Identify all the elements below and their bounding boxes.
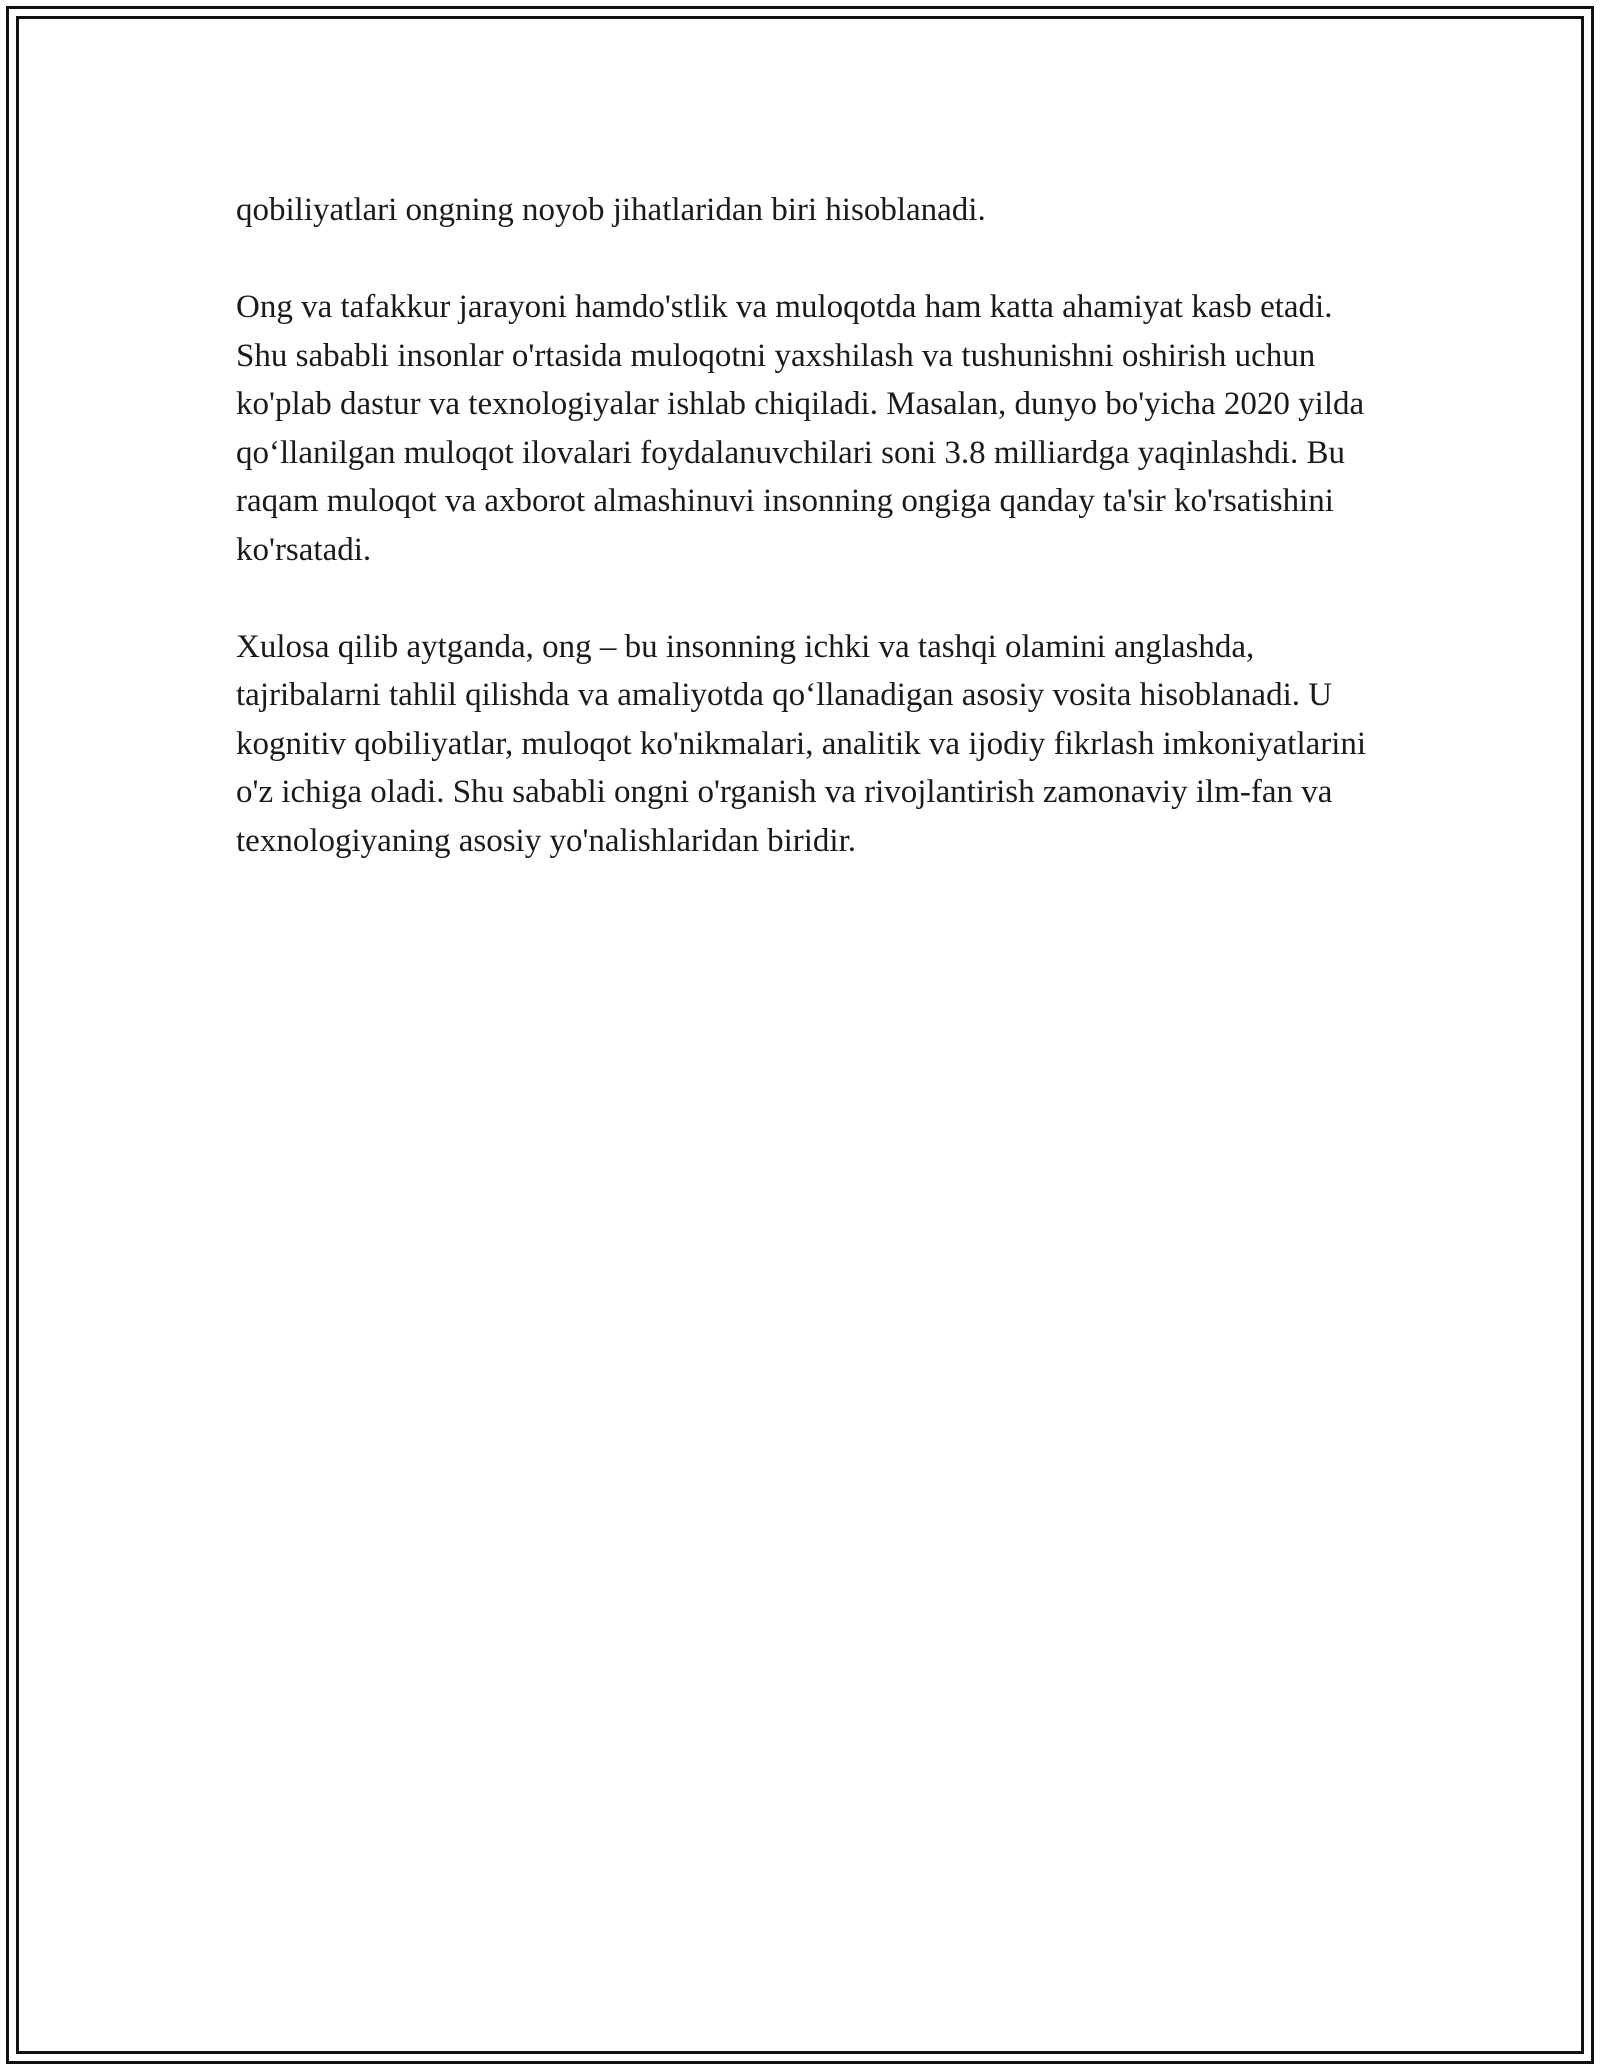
paragraph-conclusion: Xulosa qilib aytganda, ong – bu insonning ichki va tashqi olamini anglashda, tajribalarni tahlil qilishda va amaliyotda qo‘llanadigan asosiy vosita hisoblanadi. U kognitiv qobiliyatlar, muloqot ko'nikmalari, analitik va ijodiy fikrlash imkoniyatlarini o'z ichiga oladi. Shu sababli ongni o'rganish va rivojlantirish zamonaviy ilm-fan va texnologiyaning asosiy yo'nalishlaridan biridir. <box>236 628 1367 859</box>
document-body <box>236 186 1386 865</box>
paragraph-communication: Ong va tafakkur jarayoni hamdo'stlik va muloqotda ham katta ahamiyat kasb etadi. Shu sababli insonlar o'rtasida muloqotni yaxshilash va tushunishni oshirish uchun ko'plab dastur va texnologiyalar ishlab chiqiladi. Masalan, dunyo bo'yicha 2020 yilda qo‘llanilgan muloqot ilovalari foydalanuvchilari soni 3.8 milliardga yaqinlashdi. Bu raqam muloqot va axborot almashinuvi insonning ongiga qanday ta'sir ko'rsatishini ko'rsatadi. <box>236 289 1365 568</box>
paragraph-continuation: qobiliyatlari ongning noyob jihatlaridan biri hisoblanadi. <box>236 192 986 228</box>
